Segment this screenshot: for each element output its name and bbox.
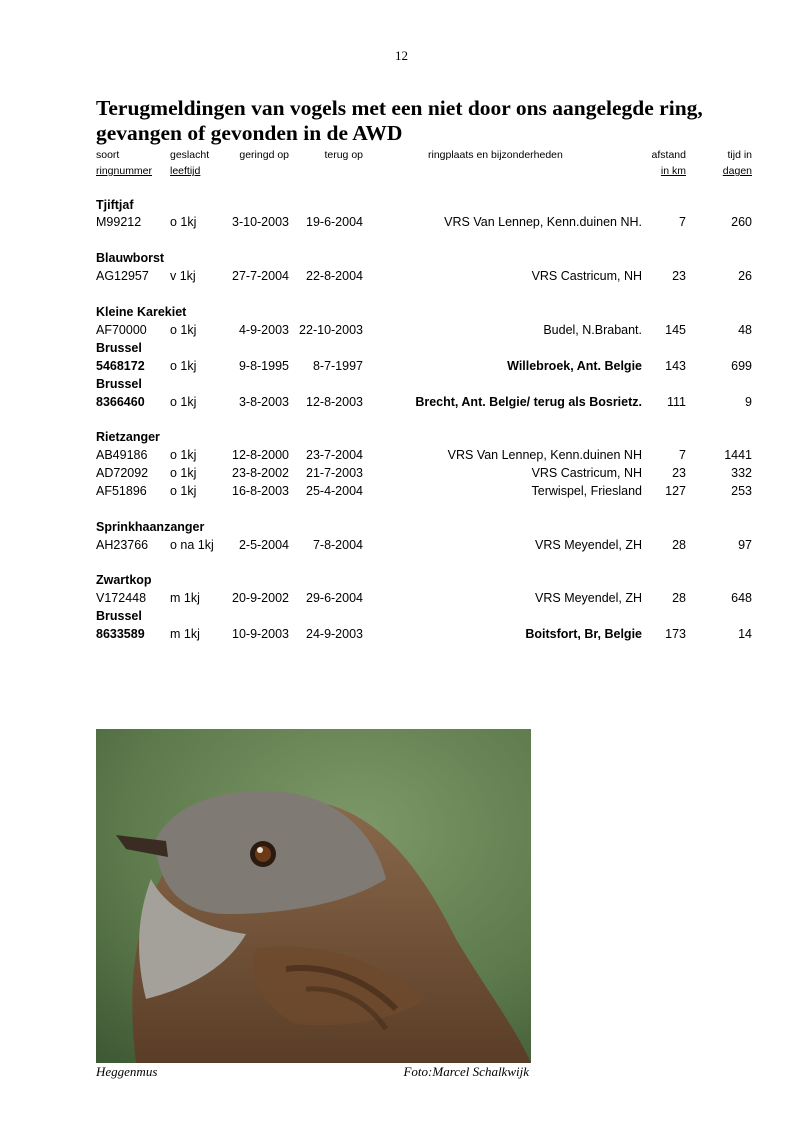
ring-number: 8633589	[96, 627, 145, 641]
distance-km: 145	[665, 323, 686, 337]
ring-place: Brecht, Ant. Belgie/ terug als Bosrietz.	[415, 395, 642, 409]
ringed-date: 10-9-2003	[232, 627, 289, 641]
page-title	[96, 96, 776, 146]
sex-age: o 1kj	[170, 448, 197, 462]
ring-number: AG12957	[96, 269, 149, 283]
ring-number: AB49186	[96, 448, 148, 462]
ring-number: AD72092	[96, 466, 149, 480]
time-days: 332	[731, 466, 752, 480]
distance-km: 7	[679, 448, 686, 462]
sex-age: o 1kj	[170, 484, 197, 498]
species-name: Tjiftjaf	[96, 198, 134, 212]
time-days: 699	[731, 359, 752, 373]
time-days: 48	[738, 323, 752, 337]
ring-number: V172448	[96, 591, 147, 605]
ring-scheme-label: Brussel	[96, 377, 142, 391]
time-days: 97	[738, 538, 752, 552]
header-in-km: in km	[660, 165, 686, 177]
page-number: 12	[395, 48, 408, 63]
sex-age: m 1kj	[170, 591, 200, 605]
recovery-date: 24-9-2003	[306, 627, 363, 641]
header-geslacht: geslacht	[170, 149, 210, 161]
sex-age: m 1kj	[170, 627, 200, 641]
ring-place: VRS Castricum, NH	[531, 466, 642, 480]
ringed-date: 2-5-2004	[238, 538, 289, 552]
ring-number: AF51896	[96, 484, 147, 498]
photo-credit: Foto:Marcel Schalkwijk	[403, 1064, 529, 1079]
species-name: Sprinkhaanzanger	[96, 520, 205, 534]
species-name: Zwartkop	[96, 573, 152, 587]
time-days: 9	[745, 395, 752, 409]
ring-scheme-label: Brussel	[96, 341, 142, 355]
sex-age: o 1kj	[170, 395, 197, 409]
ringed-date: 27-7-2004	[232, 269, 289, 283]
header-terug-op: terug op	[324, 149, 363, 161]
distance-km: 7	[679, 215, 686, 229]
header-afstand: afstand	[651, 149, 686, 161]
recovery-date: 7-8-2004	[312, 538, 363, 552]
ringed-date: 3-8-2003	[238, 395, 289, 409]
time-days: 253	[731, 484, 752, 498]
time-days: 648	[731, 591, 752, 605]
ring-place: VRS Meyendel, ZH	[535, 591, 642, 605]
sex-age: o 1kj	[170, 215, 197, 229]
species-name: Rietzanger	[96, 430, 160, 444]
ring-place: Budel, N.Brabant.	[543, 323, 642, 337]
recovery-date: 22-10-2003	[299, 323, 363, 337]
distance-km: 111	[666, 395, 686, 409]
ring-number: AF70000	[96, 323, 147, 337]
ring-place: Terwispel, Friesland	[531, 484, 642, 498]
header-leeftijd: leeftijd	[170, 165, 201, 177]
header-ringnummer: ringnummer	[96, 165, 153, 177]
ringed-date: 9-8-1995	[238, 359, 289, 373]
distance-km: 23	[672, 466, 686, 480]
ring-place: VRS Van Lennep, Kenn.duinen NH	[447, 448, 642, 462]
recovery-date: 29-6-2004	[306, 591, 363, 605]
ringed-date: 20-9-2002	[232, 591, 289, 605]
sex-age: o na 1kj	[170, 538, 214, 552]
bird-photo	[96, 729, 531, 1063]
recovery-date: 19-6-2004	[306, 215, 363, 229]
photo-caption-species: Heggenmus	[96, 1064, 158, 1079]
distance-km: 23	[672, 269, 686, 283]
time-days: 14	[738, 627, 752, 641]
header-ringplaats: ringplaats en bijzonderheden	[428, 149, 563, 161]
title-line-1: Terugmeldingen van vogels met een niet door ons aangelegde ring,	[96, 96, 703, 120]
distance-km: 28	[672, 538, 686, 552]
ring-number: 8366460	[96, 395, 145, 409]
time-days: 260	[731, 215, 752, 229]
header-dagen: dagen	[722, 165, 752, 177]
ring-number: M99212	[96, 215, 142, 229]
ring-place: VRS Van Lennep, Kenn.duinen NH.	[444, 215, 642, 229]
ring-place: VRS Meyendel, ZH	[535, 538, 642, 552]
ringed-date: 4-9-2003	[238, 323, 289, 337]
time-days: 26	[738, 269, 752, 283]
dunnock-image	[96, 729, 531, 1063]
sex-age: o 1kj	[170, 323, 197, 337]
ringed-date: 16-8-2003	[232, 484, 289, 498]
species-name: Blauwborst	[96, 251, 165, 265]
recovery-date: 12-8-2003	[306, 395, 363, 409]
time-days: 1441	[724, 448, 752, 462]
recovery-date: 25-4-2004	[306, 484, 363, 498]
ring-place: Willebroek, Ant. Belgie	[507, 359, 642, 373]
distance-km: 143	[665, 359, 686, 373]
recovery-date: 23-7-2004	[306, 448, 363, 462]
ring-number: 5468172	[96, 359, 145, 373]
sex-age: o 1kj	[170, 466, 197, 480]
ring-scheme-label: Brussel	[96, 609, 142, 623]
distance-km: 127	[665, 484, 686, 498]
recovery-date: 22-8-2004	[306, 269, 363, 283]
species-name: Kleine Karekiet	[96, 305, 187, 319]
ring-number: AH23766	[96, 538, 149, 552]
sex-age: o 1kj	[170, 359, 197, 373]
recovery-date: 21-7-2003	[306, 466, 363, 480]
distance-km: 28	[672, 591, 686, 605]
recovery-date: 8-7-1997	[312, 359, 363, 373]
ringed-date: 3-10-2003	[232, 215, 289, 229]
header-geringd-op: geringd op	[239, 149, 289, 161]
ringed-date: 12-8-2000	[232, 448, 289, 462]
sex-age: v 1kj	[170, 269, 196, 283]
header-soort: soort	[96, 149, 120, 161]
header-tijd-in: tijd in	[727, 149, 752, 161]
ring-place: VRS Castricum, NH	[531, 269, 642, 283]
ring-place: Boitsfort, Br, Belgie	[525, 627, 642, 641]
title-line-2: gevangen of gevonden in de AWD	[96, 121, 403, 145]
distance-km: 173	[665, 627, 686, 641]
ringed-date: 23-8-2002	[232, 466, 289, 480]
